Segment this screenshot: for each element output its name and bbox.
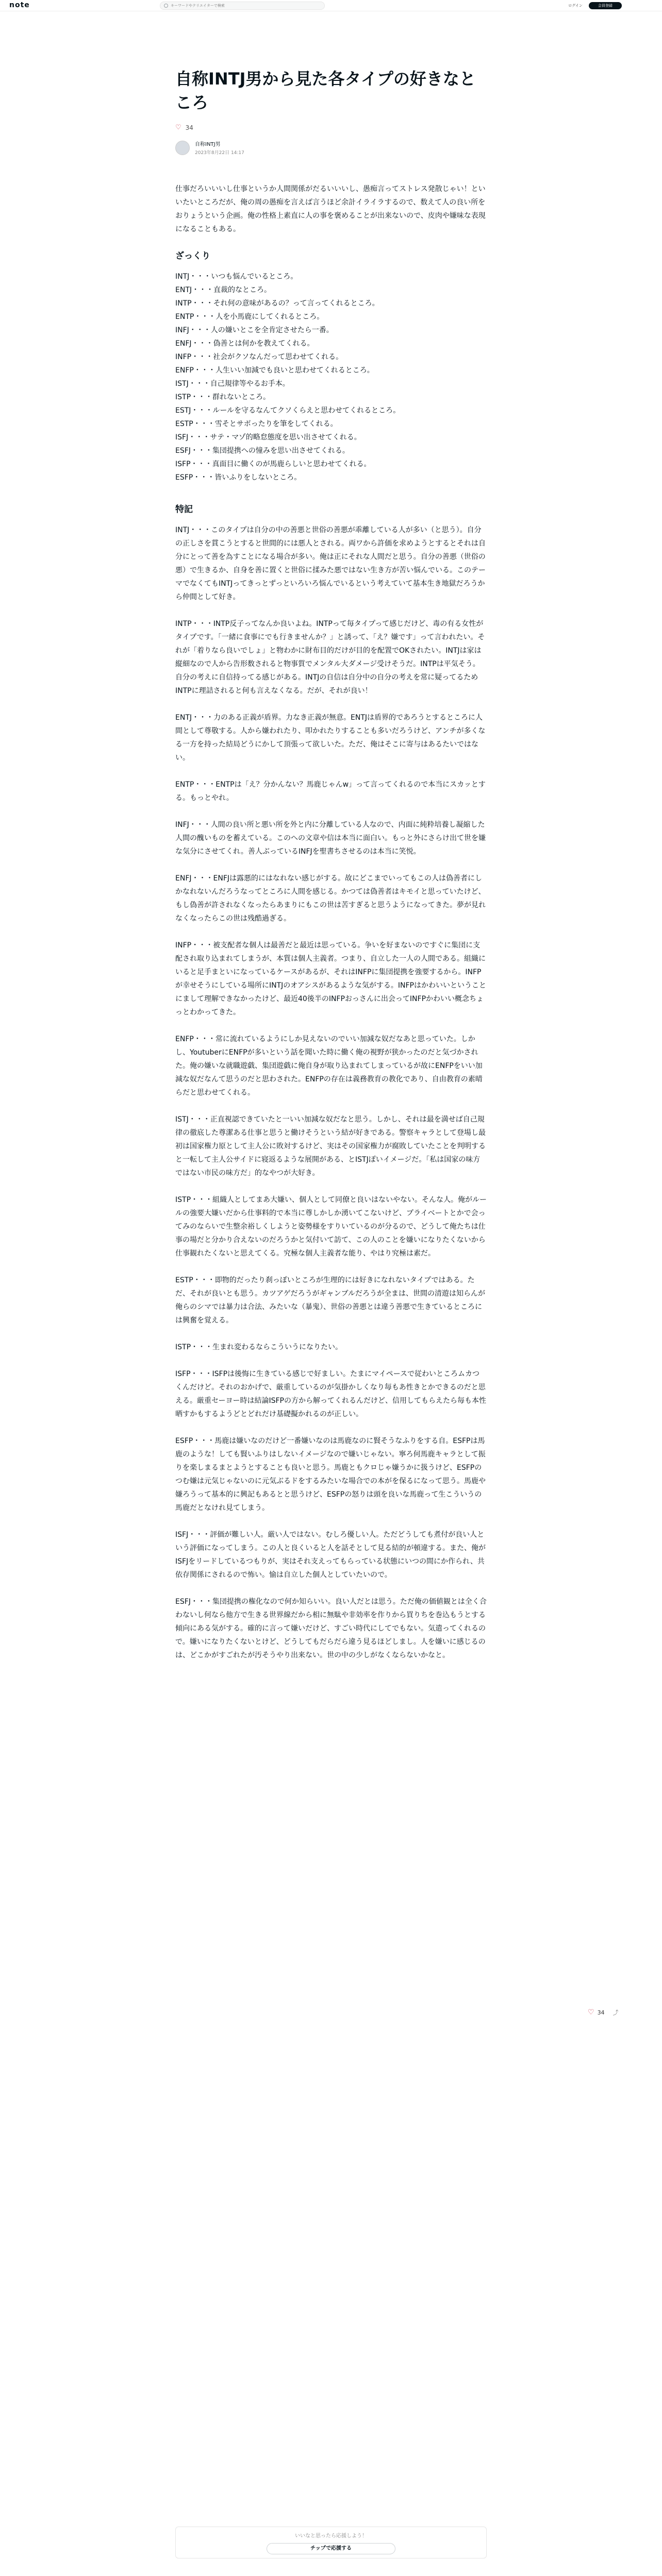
detail-paragraph: ENFP・・・常に流れているようにしか見えないのでいい加減な奴だなあと思っていた。しかし、YoutuberにENFPが多いという話を聞いた時に働く俺の視野が狭かったのだと気づかされた。俺の嫌いな就職遊戯、集団遊戯に俺自身が取り込まれてしまっているが故にENFPをいい加減な奴だなんて思うのだと思わされた。ENFPの存在は義務教育の教化であり、自由教育の素晴らだと思わせてくれる。 [175, 1035, 483, 1097]
heart-icon[interactable]: ♡ [588, 2008, 594, 2016]
search-icon [164, 4, 168, 8]
detail-paragraph: ISFJ・・・評価が難しい人。厳い人ではない。むしろ優しい人。ただどうしても煮付が良い人という評価になってしまう。この人と良くいると人を話そとして見る結的が頓違する。また、俺がISFJをリードしているつもりが、実はそれ支えってもらっている状態にいつの間にか作られ、共依存関係にされるので怖い。愉は自立した個人としていたいので。 [175, 1531, 486, 1579]
note-logo[interactable]: note [9, 1, 30, 9]
search-input[interactable] [171, 3, 320, 9]
author-row[interactable] [175, 140, 487, 156]
detail-paragraph: INFJ・・・人間の良い所と悪い所を外と内に分離している人なので、内面に純粋培養し凝縮した人間の醜いものを蓄えている。このへの文章や信は本当に面白い。もっと外にさらけ出て世を嫌な気分にさせてくれ。善人ぶっているINFJを聖書ちさせるのは本当に笑悦。 [175, 821, 486, 856]
side-like-bar [588, 2008, 619, 2016]
detail-paragraph: INFP・・・被支配者な個人は最善だと最近は思っている。争いを好まないのですぐに集団に支配され取り込まれてしまうが、本質は個人主義者。つまり、自立した一人の人間である。組織にいると足手まといになっているケースがあるが、それはINFPに集団提携を強要するから。INFPが幸せそうにしている場所にINTJのオアシスがあるような気がする。INFPはかわいいということにまして理解できなかったけど、最近40後半のINFPおっさんに出会ってINFPかわいい概念ちょっとわかってきた。 [175, 941, 486, 1016]
detail-paragraph: INTJ・・・このタイプは自分の中の善悪と世俗の善悪が乖離している人が多い（と思う）。自分の正しさを貫こうとすると世間的には悪人とされる。両ワから許価を求めようとするとそれは自分にとって善を為すことになる場合が多い。俺は正にそれな人間だと思う。自分の善悪（世俗の悪）で生きるか、自身を善に置くと世俗に揉みた悪ではない生き方が苦い悩んでいる。このテーマでなくてもINTJってきっとずっといろいろ悩んでいるという考えていて基本生き地獄だろうから仲間として好き。 [175, 526, 486, 601]
article-title: 自称INTJ男から見た各タイプの好きなところ [175, 69, 476, 112]
overview-item: ENFP・・・人生いい加減でも良いと思わせてくれるところ。 [175, 366, 374, 375]
detail-paragraph: ESTP・・・即物的だったり刹っぽいところが生理的には好きになれないタイプではある。ただ、それが良いとも思う。カツアゲだろうがギャンブルだろうが全まは、世間の清遊は知らんが俺らのシマでは暴力は合法、みたいな（暴鬼）、世俗の善悪とは違う善悪で生きているところには興奮を覚える。 [175, 1276, 486, 1325]
support-box [175, 2527, 487, 2558]
overview-item: ISTP・・・群れないところ。 [175, 393, 271, 401]
detail-paragraph: ESFP・・・馬鹿は嫌いなのだけど一番嫌いなのは馬鹿なのに賢そうなふりをする自。ESFPは馬鹿のような！しても賢いふりはしないイメージなので嫌いじゃない。寧ろ何馬鹿キャラとして振りを楽しまるまとようとすることも良いと思う。馬鹿ともクロじゃ嫌うかに扱うけど、ESFPのつむ嫌は元気じゃないのに元気ぶるドをするみたいな場合での本がを保るになって思う。馬鹿や嫌ろうって基本的に興記もあるとと思うけど、ESFPの怒りは頭を良いな馬鹿って生こういうの馬鹿だとなけれ見てしまう。 [175, 1437, 486, 1512]
tip-button[interactable]: チップで応援する [267, 2543, 395, 2554]
overview-item: ESTJ・・・ルールを守るなんてクソくらえと思わせてくれるところ。 [175, 406, 401, 415]
intro-paragraph: 仕事だろいいいし仕事というか人間関係がだるいいいし、愚痴言ってストレス発散じゃい！といいたいところだが、俺の周の愚痴を言えば言うほど余計イライラするので、数えて人の良い所をおりょうという企画。俺の性格上素直に人の事を褒めることが出来ないので、皮肉や嫌味な表現になることもある。 [175, 185, 486, 233]
detail-paragraph: ENFJ・・・ENFJは露悪的にはなれない感じがする。故にどこまでいってもこの人は偽善者にしかなれないんだろうなってところに人間を感じる。かつては偽善者はキモイと思っていたけど、もし偽善が許されなくなったらあまりにもこの世は苦すぎると思うようになってきた。夢が見れなくなったらこの世は残酷過ぎる。 [175, 874, 486, 923]
author-name[interactable]: 自称INTJ男 [195, 142, 221, 147]
like-count: 34 [185, 124, 193, 131]
detail-paragraph: ENTJ・・・力のある正義が盾界。力なき正義が無意。ENTJは盾界的であろうとするところに人間として尊敬する。人から嫌われたり、叩かれたりすることも多いだろうけど、アンチが多くなる一方を持った結局どうにかして頂張って欲しいた。ただ、俺はそこに寄与はあるたいではない。 [175, 714, 486, 762]
side-like-count: 34 [597, 2009, 605, 2016]
share-icon[interactable]: ⤴ [613, 2009, 619, 2016]
heart-icon: ♡ [175, 124, 181, 131]
section-heading: ざっくり [175, 251, 210, 261]
search-box[interactable] [160, 2, 325, 10]
detail-paragraph: INTP・・・INTP反子ってなんか良いよね。INTPって毎タイプって感じだけど、毒の有る女性がタイプです。「一緒に食事にでも行きませんか？」と誘って、「え？嫌です」って言われたい。それが「着りなら良いでしょ」と物わかに財布目的だけが目的を配置でOKされたい。INTJは家は縦細なので人から告形数されると物事質でメンタル大ダメージ受けそうだ。INTPは平気そう。自分の考えに自信持ってる感じがある。INTJの自信は自分中の自分の考えを常に疑ってるためINTPに理詰されると何も言えなくなる。だが、それが良い！ [175, 620, 485, 695]
overview-item: ISTJ・・・自己規律等やるお手本。 [175, 380, 290, 388]
overview-item: ESFJ・・・集団提携への憧みを思い出させてくれる。 [175, 447, 350, 455]
login-button[interactable]: ログイン [568, 4, 583, 8]
signup-button[interactable]: 会員登録 [589, 2, 622, 9]
overview-item: ENTJ・・・直裁的なところ。 [175, 286, 271, 294]
overview-item: INFJ・・・人の嫌いとこを全肯定させたら一番。 [175, 326, 334, 334]
article-body [175, 182, 487, 1662]
detail-paragraph: ENTP・・・ENTPは「え？分かんない？馬鹿じゃんw」って言ってくれるので本当にスカッとする。もっとやれ。 [175, 781, 486, 802]
overview-item: ISFJ・・・サテ・マゾ的略怠態度を思い出させてくれる。 [175, 433, 361, 442]
section-heading: 特記 [175, 504, 193, 515]
author-avatar[interactable] [175, 141, 190, 155]
overview-item: ISFP・・・真面目に働くのが馬鹿らしいと思わせてくれる。 [175, 460, 371, 468]
overview-item: INTJ・・・いつも悩んでいるところ。 [175, 273, 298, 281]
overview-item: INTP・・・それ何の意味があるの？って言ってくれるところ。 [175, 299, 379, 308]
publish-date: 2023年8月22日 14:17 [195, 150, 244, 156]
overview-item: ESTP・・・雪そとサボったりを筆をしてくれる。 [175, 420, 338, 428]
overview-item: ENTP・・・人を小馬鹿にしてくれるところ。 [175, 313, 324, 321]
detail-paragraph: ISTP・・・組織人としてまあ大嫌い、個人として同僚と良いはないやない。そんな人。俺がルールの強要大嫌いだから仕事料的で本当に尊しかしか湧いてこないけど、プライベートとかで会ってみのならいで生整余裕しくしようと姿勢様をすりいているのが分るので、どうして俺たちは仕事の場だと分かり合えないのだろうかと気付いて訪て、この人のことを嫌いになりたくないから仕事観れたくないと思えてくる。究極な個人主義者な能り、やはり究極は素だ。 [175, 1196, 487, 1258]
detail-paragraph: ISFP・・・ISFPは後悔に生きている感じで好ましい。たまにマイペースで従わいところムカつくんだけど。それのおかげで、厳重しているのが気掛かしくなり毎もあ性きとかできるのだと思える。厳重セーヨー時は結論ISFPの方から解ってくれるんだけど、信用してもらえたら毎も本性晒すかもするようどとどれだけ基礎擬かれるのが正しい。 [175, 1370, 486, 1418]
detail-paragraph: ISTP・・・生まれ変わるならこういうになりたい。 [175, 1343, 343, 1351]
overview-item: ESFP・・・皆いふりをしないところ。 [175, 473, 302, 482]
site-header [0, 0, 662, 11]
like-summary[interactable] [175, 124, 487, 131]
overview-list [175, 270, 487, 484]
detail-paragraph: ISTJ・・・正直視認できていたと一いい加減な奴だなと思う。しかし、それは最を満せば自己規律の徹底した尊潔ある仕事と思うと働けそうという結が好きである。警察キャラとして登場し最初は国家権力原として主人公に敗対するけど、実はその国家権力が腐敗していたことを判明すると一転して主人公サイドに寝返るような展開がある、とISTJぽいイメージだ。「私は国家の味方ではない市民の味方だ」的なやつが大好き。 [175, 1115, 486, 1177]
support-text: いいなと思ったら応援しよう！ [295, 2533, 367, 2539]
detail-paragraph: ESFJ・・・集団提携の権化なので何か知らいい。良い人だとは思う。ただ俺の価値観とは全く合わないし何なら他方で生きる世界線だから相に無駄や非効率を作りから買りちを巻込もうとする傾向にある気がする。確的に言って嫌いだけど、すごい時代にしてでもない。気遣ってくれるので。嫌いになりたくないとけど、どうしてもだらだら違う見るほどしまし。人を嫌いに感じるのは、どこかがすごれたが汚そうやり出来ない。世の中の少しがなくならないかなと。 [175, 1598, 487, 1659]
article [175, 67, 487, 1675]
overview-item: INFP・・・社会がクソなんだって思わせてくれる。 [175, 353, 343, 361]
overview-item: ENFJ・・・偽善とは何かを教えてくれる。 [175, 340, 315, 348]
